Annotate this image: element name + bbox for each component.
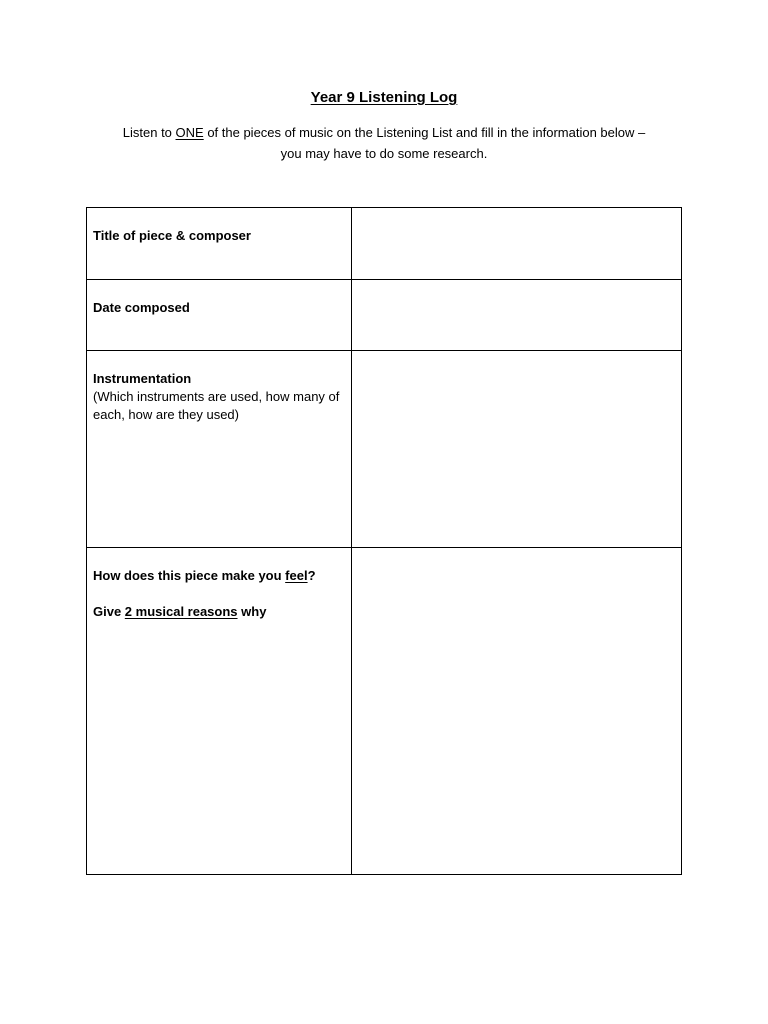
answer-field-feel-reasons[interactable]: [352, 548, 682, 875]
listening-log-table: [86, 207, 682, 875]
label-cell: [87, 351, 352, 548]
reasons-text-end: why: [237, 604, 267, 619]
table-row: [87, 280, 682, 351]
instructions-emphasis: ONE: [175, 125, 204, 140]
label-cell: [87, 208, 352, 280]
row-label-title-composer: Title of piece & composer: [93, 228, 251, 243]
row-sublabel-instrumentation: (Which instruments are used, how many of each, how are they used): [93, 389, 340, 422]
answer-field-instrumentation[interactable]: [352, 351, 682, 548]
reasons-emphasis: 2 musical reasons: [124, 604, 238, 619]
instructions-line-2: you may have to do some research.: [280, 146, 488, 161]
row-label-instrumentation: Instrumentation: [93, 371, 192, 386]
instructions-text-cont: of the pieces of music on the Listening List and fill in the information below –: [203, 125, 646, 140]
table-row: [87, 351, 682, 548]
feel-emphasis: feel: [285, 568, 308, 583]
label-cell: [87, 280, 352, 351]
row-label-musical-reasons: [93, 603, 345, 621]
label-cell: [87, 548, 352, 875]
page-title: Year 9 Listening Log: [310, 89, 458, 106]
instructions: [60, 122, 708, 164]
feel-question-text: How does this piece make you: [93, 568, 286, 583]
row-label-feel-question: [93, 567, 345, 585]
row-label-date-composed: Date composed: [93, 300, 190, 315]
feel-question-end: ?: [307, 568, 316, 583]
instructions-text: Listen to: [122, 125, 176, 140]
answer-field-title-composer[interactable]: [352, 208, 682, 280]
spacer: [93, 585, 345, 603]
table-row: [87, 208, 682, 280]
answer-field-date-composed[interactable]: [352, 280, 682, 351]
table-row: [87, 548, 682, 875]
reasons-text: Give: [93, 604, 125, 619]
